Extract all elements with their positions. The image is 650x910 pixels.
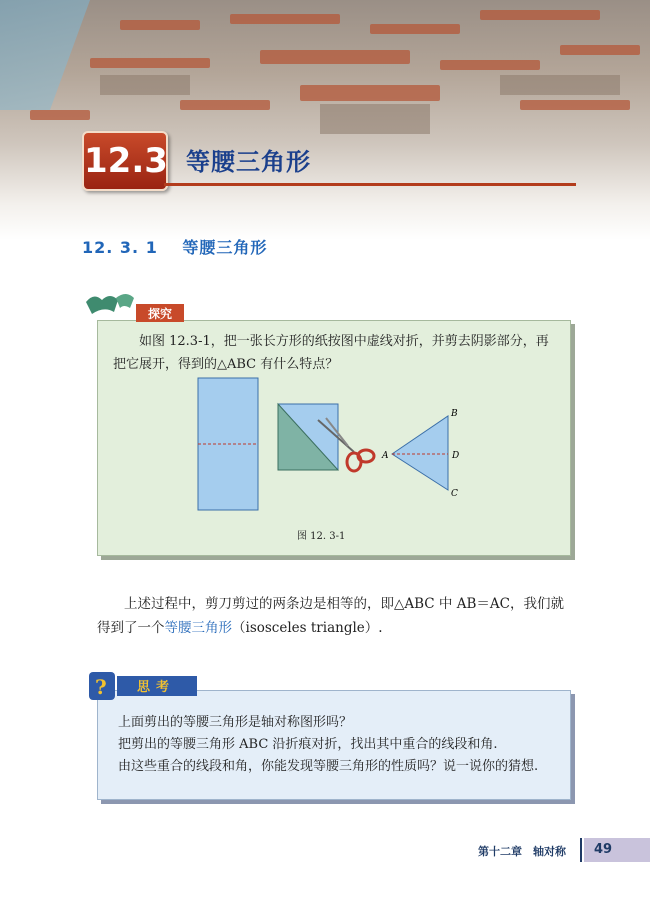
footer-chapter: 第十二章 轴对称 [478,845,566,858]
header-banner-photo [0,0,650,240]
roof [560,45,640,55]
roof [480,10,600,20]
explore-tab [80,290,190,328]
roof [440,60,540,70]
wall [320,104,430,134]
figure-12-3-1 [190,372,480,522]
roof [180,100,270,110]
section-number: 12. 3. 1 [82,238,158,257]
moat-water [0,0,90,110]
roof [370,24,460,34]
roof [520,100,630,110]
think-line-3: 由这些重合的线段和角，你能发现等腰三角形的性质吗？说一说你的猜想. [118,759,539,774]
body-text-before: 上述过程中，剪刀剪过的两条边是相等的，即△ABC 中 AB＝AC，我们就得到了一个 [97,596,564,636]
wall [100,75,190,95]
bird-icon [86,296,118,314]
think-line-1: 上面剪出的等腰三角形是轴对称图形吗？ [118,715,353,730]
think-tab [85,668,200,704]
triangle-abc [392,416,448,490]
body-text-after: （isosceles triangle）. [232,620,383,636]
chapter-number-badge: 12.3 [82,131,168,191]
figure-caption: 图 12. 3-1 [297,531,346,542]
roof [120,20,200,30]
footer-divider [580,838,582,862]
think-line-2: 把剪出的等腰三角形 ABC 沿折痕对折，找出其中重合的线段和角. [118,737,498,752]
roof [300,85,440,101]
section-title: 等腰三角形 [182,238,268,257]
chapter-title: 等腰三角形 [186,148,311,176]
chapter-underline [164,183,576,186]
think-tab-label: 思考 [137,680,176,695]
bird-icon [116,294,134,308]
explore-text: 如图 12.3-1，把一张长方形的纸按图中虚线对折，并剪去阴影部分，再把它展开，得到的△ABC 有什么特点？ [113,334,549,372]
roof [30,110,90,120]
question-mark-icon: ? [95,675,107,699]
point-label-d: D [452,451,460,461]
wall [500,75,620,95]
think-text [118,712,562,778]
roof [230,14,340,24]
roof [90,58,210,68]
explore-tab-label: 探究 [148,307,173,321]
section-heading [82,235,267,258]
point-label-c: C [451,489,458,499]
roof [260,50,410,64]
page-number: 49 [584,838,650,862]
page-footer [470,838,650,862]
point-label-b: B [451,409,458,419]
point-label-a: A [382,451,389,461]
term-isosceles-triangle: 等腰三角形 [164,620,232,636]
body-paragraph [97,592,575,640]
